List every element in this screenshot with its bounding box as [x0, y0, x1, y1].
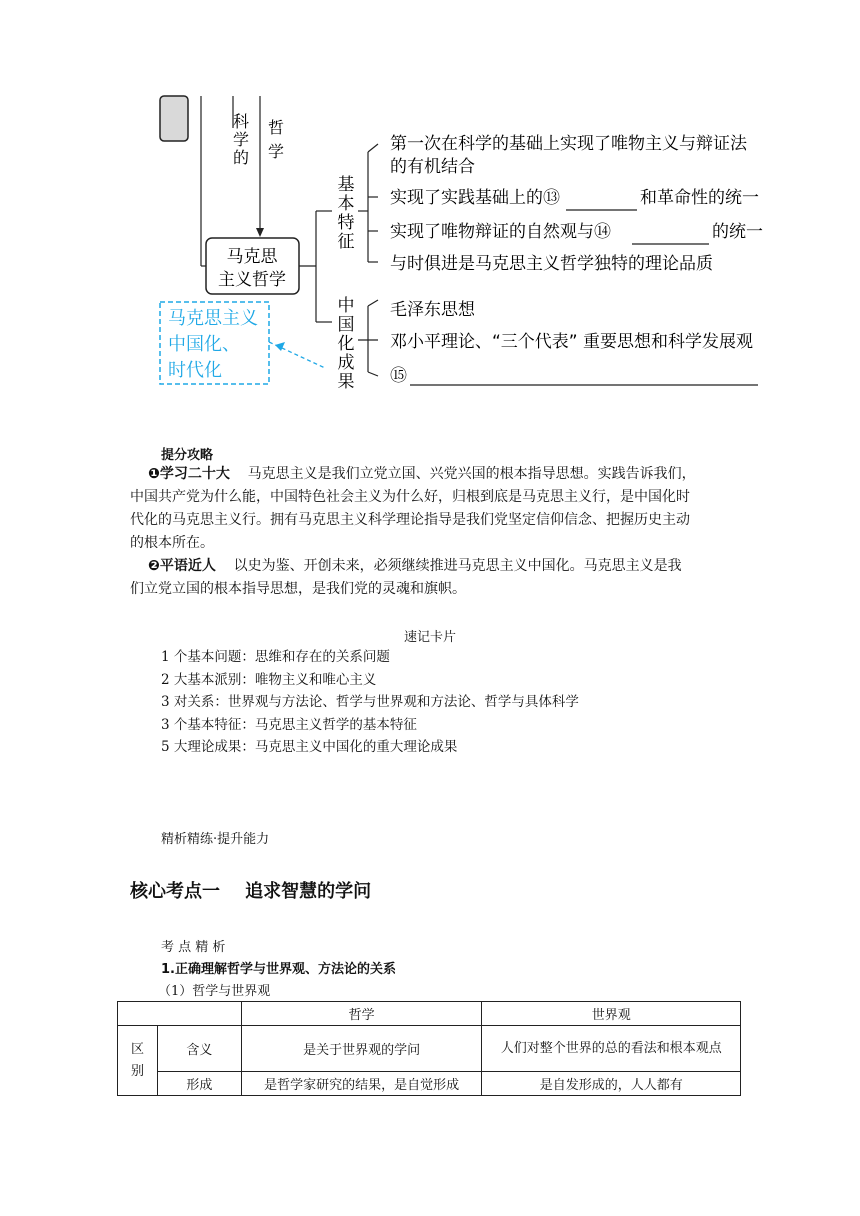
table-row: [118, 1026, 741, 1072]
svg-text:特: 特: [337, 213, 355, 233]
table-row: [118, 1072, 741, 1096]
svg-text:征: 征: [337, 232, 355, 252]
tips-item-1-tag: ❶学习二十大: [148, 466, 230, 482]
previous-node-box: [160, 96, 188, 141]
achievement-item-1: 毛泽东思想: [390, 300, 475, 320]
table-cell: 是哲学家研究的结果，是自觉形成: [241, 1072, 482, 1096]
tips-item-2: ❷平语近人 以史为鉴、开创未来，必须继续推进马克思主义中国化。马克思主义是我 们立党立国的根本指导思想，是我们党的灵魂和旗帜。: [130, 558, 682, 597]
tips-item-1: ❶学习二十大 马克思主义是我们立党立国、兴党兴国的根本指导思想。实践告诉我们， 中国共产党为什么能，中国特色社会主义为什么好，归根到底是马克思主义行，是中国化时 代化的马克思主义行。拥有马克思主义科学理论指导是我们党坚定信仰信念、把握历史主动 的根本所在。: [130, 466, 696, 551]
svg-text:时代化: 时代化: [168, 360, 222, 381]
concept-map-diagram: [0, 0, 860, 400]
cards-list: [161, 646, 579, 759]
tips-item-2-tag: ❷平语近人: [148, 558, 216, 574]
table-cell: 是自发形成的，人人都有: [482, 1072, 741, 1096]
table-row-label: 含义: [157, 1026, 241, 1072]
center-box-line1: 马克思: [226, 247, 278, 267]
svg-text:化: 化: [337, 334, 355, 354]
svg-text:本: 本: [337, 194, 355, 214]
table-header-cell: 世界观: [482, 1002, 741, 1026]
svg-text:马克思主义: 马克思主义: [168, 308, 258, 329]
svg-text:果: 果: [337, 372, 355, 392]
analysis-label: 考 点 精 析: [161, 940, 226, 955]
note-box-text: [168, 308, 258, 381]
table-cell: 人们对整个世界的总的看法和根本观点: [482, 1026, 741, 1072]
card-line: 5 大理论成果：马克思主义中国化的重大理论成果: [161, 739, 458, 755]
achievement-item-3: ⑮: [390, 366, 407, 386]
section-subtitle: 精析精练·提升能力: [161, 832, 270, 847]
label-xue2: 学: [267, 142, 285, 161]
branch1-label: [338, 175, 355, 252]
tips-block: [130, 463, 740, 601]
svg-text:基: 基: [337, 175, 355, 195]
card-line: 3 个基本特征：马克思主义哲学的基本特征: [161, 716, 417, 733]
cards-heading: 速记卡片: [403, 630, 456, 645]
branch2-label: [338, 296, 355, 392]
point-1: 1.正确理解哲学与世界观、方法论的关系: [161, 962, 396, 977]
feature-item-2: 实现了实践基础上的⑬: [390, 188, 560, 208]
label-ke: 科: [232, 112, 250, 131]
svg-text:成: 成: [337, 353, 355, 373]
feature-item-4: 与时俱进是马克思主义哲学独特的理论品质: [390, 254, 713, 274]
card-line: 2 大基本派别：唯物主义和唯心主义: [161, 671, 377, 688]
feature-item-3: 实现了唯物辩证的自然观与⑭: [390, 222, 611, 242]
section-title: 核心考点一 追求智慧的学问: [130, 881, 372, 902]
point-1-sub: （1）哲学与世界观: [158, 984, 271, 999]
feature-item-3-tail: 的统一: [712, 222, 763, 242]
label-zhe: 哲: [267, 118, 285, 137]
table-group-label: 区 别: [118, 1026, 158, 1096]
feature-item-1-cont: 的有机结合: [390, 157, 475, 177]
svg-text:中国化、: 中国化、: [168, 334, 240, 355]
card-line: 3 对关系：世界观与方法论、哲学与世界观和方法论、哲学与具体科学: [161, 694, 579, 710]
feature-item-2-tail: 和革命性的统一: [640, 188, 759, 208]
achievement-item-2: 邓小平理论、“三个代表” 重要思想和科学发展观: [390, 332, 754, 352]
table-row-label: 形成: [157, 1072, 241, 1096]
label-de: 的: [232, 148, 250, 167]
table-cell: 是关于世界观的学问: [241, 1026, 482, 1072]
tips-heading: 提分攻略: [161, 448, 214, 463]
table-header-row: [118, 1002, 741, 1026]
label-xue: 学: [232, 130, 250, 149]
table-header-empty: [118, 1002, 242, 1026]
svg-text:国: 国: [337, 315, 355, 335]
table-header-cell: 哲学: [241, 1002, 482, 1026]
center-box-line2: 主义哲学: [218, 270, 286, 290]
svg-text:中: 中: [337, 296, 355, 316]
comparison-table: [117, 1001, 741, 1096]
feature-item-1: 第一次在科学的基础上实现了唯物主义与辩证法: [390, 134, 747, 154]
card-line: 1 个基本问题：思维和存在的关系问题: [161, 649, 390, 665]
